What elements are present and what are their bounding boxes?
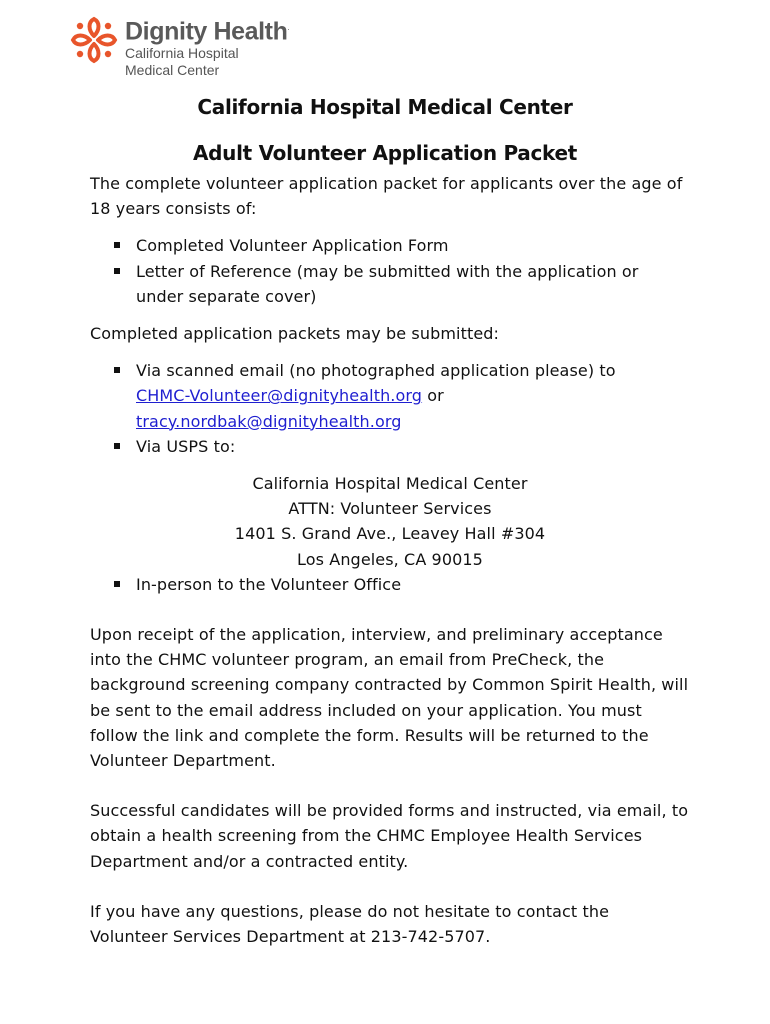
mailing-address [90, 471, 690, 572]
dignity-health-starburst-icon [70, 16, 118, 64]
page-title: California Hospital Medical Center [197, 95, 573, 119]
page-subtitle: Adult Volunteer Application Packet [192, 141, 578, 165]
submit-intro: Completed application packets may be submitted: [90, 324, 500, 344]
list-item-usps: Via USPS to: [90, 434, 690, 459]
address-line: Los Angeles, CA 90015 [297, 549, 483, 569]
address-line: ATTN: Volunteer Services [288, 499, 492, 519]
list-item: Completed Volunteer Application Form [90, 233, 690, 258]
brand-name: Dignity Health. [125, 17, 290, 46]
email-link-tracy-nordbak[interactable]: tracy.nordbak@dignityhealth.org [136, 411, 402, 431]
list-item-email: Via scanned email (no photographed application please) to CHMC-Volunteer@dignityhealth.org or tracy.nordbak@dignityhealth.org [90, 358, 690, 434]
address-line: 1401 S. Grand Ave., Leavey Hall #304 [234, 524, 546, 544]
health-screening-paragraph: Successful candidates will be provided forms and instructed, via email, to obtain a health screening from the CHMC Employee Health Services Department and/or a contracted entity. [90, 801, 689, 871]
intro-paragraph: The complete volunteer application packet for applicants over the age of 18 years consists of: [90, 174, 683, 219]
submit-methods-list-continued [90, 572, 690, 597]
bullet-square-icon [114, 443, 120, 449]
packet-items-list [90, 233, 690, 309]
address-line: California Hospital Medical Center [252, 474, 528, 494]
screening-paragraph: Upon receipt of the application, interview, and preliminary acceptance into the CHMC volunteer program, an email from PreCheck, the background screening company contracted by Common Spirit Health, will be sent to the email address included on your application. You must follow the link and complete the form. Results will be returned to the Volunteer Department. [90, 625, 689, 771]
list-item: Letter of Reference (may be submitted with the application or under separate cover) [90, 259, 690, 309]
contact-paragraph: If you have any questions, please do not hesitate to contact the Volunteer Services Department at 213-742-5707. [90, 901, 610, 947]
bullet-square-icon [114, 242, 120, 248]
bullet-square-icon [114, 367, 120, 373]
email-link-chmc-volunteer[interactable]: CHMC-Volunteer@dignityhealth.org [136, 386, 423, 406]
brand-line-1: California Hospital [125, 45, 239, 62]
document-body [90, 171, 690, 949]
bullet-square-icon [114, 581, 120, 587]
submit-methods-list [90, 358, 690, 459]
list-item-inperson: In-person to the Volunteer Office [90, 572, 690, 597]
brand-line-2: Medical Center [125, 62, 220, 79]
dignity-health-logo [70, 14, 310, 78]
bullet-square-icon [114, 268, 120, 274]
